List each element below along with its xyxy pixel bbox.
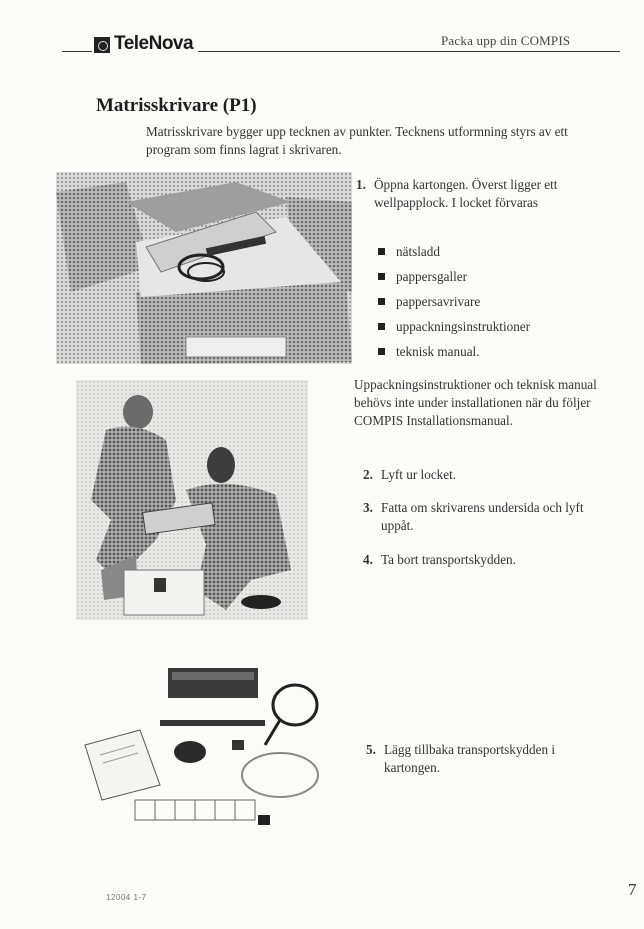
list-item: uppackningsinstruktioner (374, 318, 614, 343)
telenova-logo-icon (94, 37, 110, 53)
intro-paragraph: Matrisskrivare bygger upp tecknen av punkter. Tecknens utformning styrs av ett program som finns lagrat i skrivaren. (146, 124, 568, 157)
header-rule-right (198, 51, 620, 52)
step-number: 5. (366, 742, 376, 757)
step-number: 2. (363, 467, 373, 482)
step-5 (366, 741, 606, 777)
photo-people-unpacking (76, 380, 308, 620)
step-text: Lägg tillbaka transportskydden i kartongen. (384, 742, 556, 775)
list-item: nätsladd (374, 243, 614, 268)
step-text: Lyft ur locket. (381, 467, 457, 482)
step-2 (363, 466, 603, 484)
step-number: 1. (356, 177, 366, 192)
step-number: 4. (363, 552, 373, 567)
list-item: pappersgaller (374, 268, 614, 293)
list-item: pappersavrivare (374, 293, 614, 318)
page-title: Matrisskrivare (P1) (96, 95, 257, 116)
header-rule-left (62, 51, 92, 52)
step-number: 3. (363, 500, 373, 515)
step-3 (363, 499, 588, 535)
contents-list (374, 243, 614, 368)
step-text: Öppna kartongen. Överst ligger ett wellpapplock. I locket förvaras (374, 177, 558, 210)
step-text: Fatta om skrivarens undersida och lyft uppåt. (381, 500, 584, 533)
step-text: Ta bort transportskydden. (381, 552, 516, 567)
section-heading: Packa upp din COMPIS (441, 33, 571, 48)
brand-logo-text: TeleNova (114, 33, 194, 54)
step-1 (356, 176, 606, 212)
list-item: teknisk manual. (374, 343, 614, 368)
installation-note: Uppackningsinstruktioner och teknisk manual behövs inte under installationen när du följer COMPIS Installationsmanual. (354, 377, 597, 428)
page-number: 7 (628, 880, 637, 899)
step-4 (363, 551, 603, 569)
photo-transport-protections (80, 660, 330, 830)
footer-code: 12004 1-7 (106, 893, 147, 902)
photo-open-carton (56, 172, 352, 364)
